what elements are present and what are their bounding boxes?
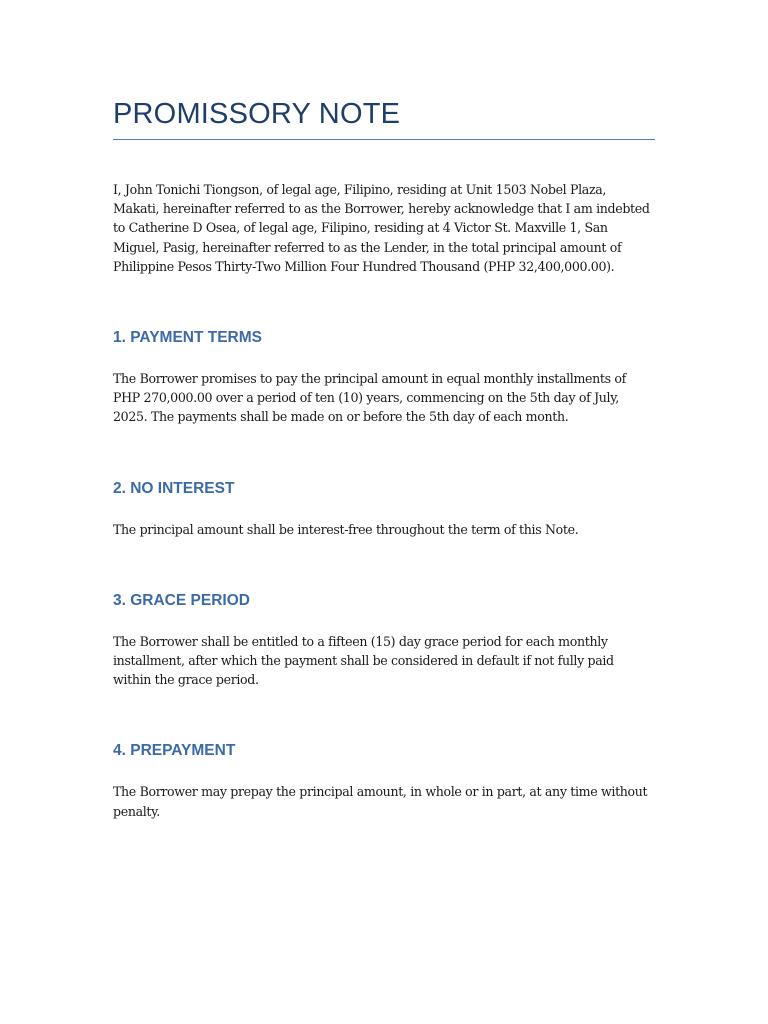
section-body: The Borrower shall be entitled to a fifteen (15) day grace period for each monthly installment, after which the payment shall be considered in default if not fully paid within the grace period. [113,633,614,688]
section-prepayment [113,741,655,820]
section-body: The Borrower promises to pay the principal amount in equal monthly installments of PHP 270,000.00 over a period of ten (10) years, commencing on the 5th day of July, 2025. The payments shall be made on or before the 5th day of each month. [113,371,626,425]
document-page [113,96,655,821]
section-heading: 3. GRACE PERIOD [113,591,250,609]
section-heading: 1. PAYMENT TERMS [113,329,262,347]
document-title: PROMISSORY NOTE [113,98,401,130]
section-payment-terms [113,328,655,427]
section-body: The principal amount shall be interest-free throughout the term of this Note. [113,521,579,537]
section-body: The Borrower may prepay the principal amount, in whole or in part, at any time without penalty. [113,784,648,819]
section-heading: 4. PREPAYMENT [113,742,236,760]
section-no-interest [113,479,655,539]
intro-paragraph: I, John Tonichi Tiongson, of legal age, Filipino, residing at Unit 1503 Nobel Plaza, Makati, hereinafter referred to as the Borrower, hereby acknowledge that I am indebted to Catherine D Osea, of legal age, Filipino, residing at 4 Victor St. Maxville 1, San Miguel, Pasig, hereinafter referred to as the Lender, in the total principal amount of Philippine Pesos Thirty-Two Million Four Hundred Thousand (PHP 32,400,000.00). [113,182,650,274]
section-heading: 2. NO INTEREST [113,479,235,497]
section-grace-period [113,591,655,690]
title-underline [113,139,655,140]
